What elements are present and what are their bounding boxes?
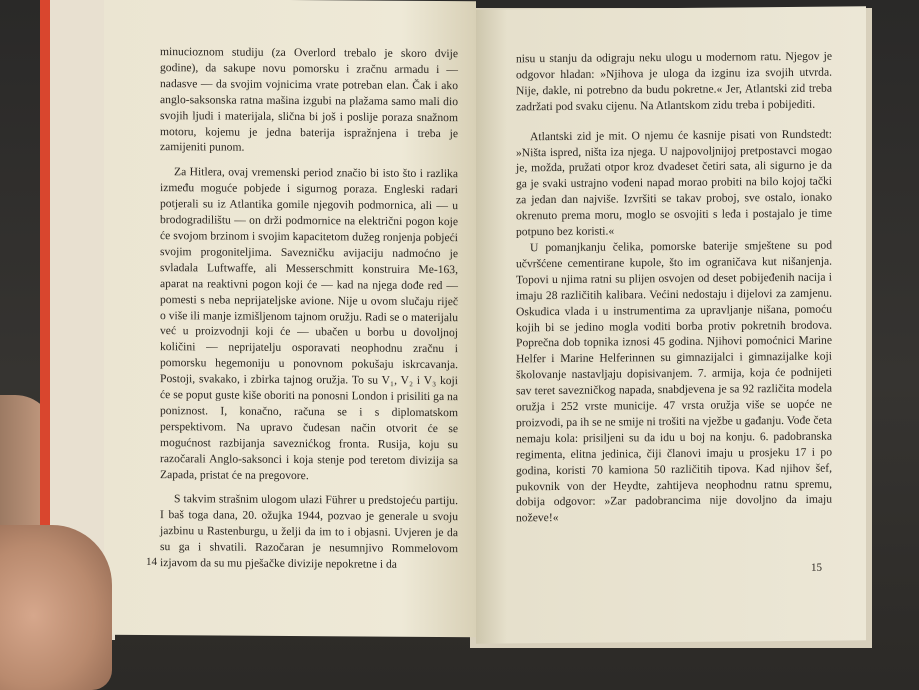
right-paragraph-2: Atlantski zid je mit. O njemu će kasnije pisati von Rundstedt: »Ništa ispred, ništa iza njega. U najpovoljnijoj pretpostavci mogao je, možda, pružati otpor kroz dvadeset četiri sata, ali sigurno je da ga je svaki ustrajno vođeni napad morao probiti na bilo kojoj tački za jedan dan najviše. Izvršiti se takav proboj, sve ostalo, ionako okrenuto prema moru, moglo se osvojiti s leđa i postajalo je time potpuno bez koristi.«	[516, 127, 832, 239]
left-page	[104, 0, 476, 637]
left-paragraph-3: S takvim strašnim ulogom ulazi Führer u predstojeću partiju. I baš toga dana, 20. ožujka 1944, pozvao je generale u svoju jazbinu u Rastenburgu, u želji da im to i objasni. Uvjeren je da su ga i shvatili. Razočaran je nesumnjivo Rommelovom izjavom da su mu pješačke divizije nepokretne i da	[160, 492, 458, 571]
page-number-left: 14	[146, 556, 157, 569]
right-paragraph-3: U pomanjkanju čelika, pomorske baterije smještene su pod učvršćene cementirane kupole, što im ograničava kut nišanjenja. Topovi u njima ratni su plijen osvojen od deset pobijeđenih nacija i imaju 28 različitih kalibara. Većini nedostaju i dijelovi za zamjenu. Oskudica vlada i u instrumentima za upravljanje nišana, pomoću kojih bi se jedino mogla voditi borba protiv pokretnih brodova. Poprečna dob topnika iznosi 45 godina. Njihovi pomoćnici Marine Helfer i Marine Helferinnen su gimnazijalci i gimnazijalke koji školovanje nastavljaju dopisivanjem. 7. armija, koja će podnijeti sav teret savezničkog napada, snabdjevena je sa 92 različita modela oružja i 252 vrste municije. 47 vrsta oružja više se uopće ne proizvodi, pa ih se ne smije ni trošiti na vježbe u gađanju. Vođe četa nemaju kola: prisiljeni su da idu u boj na konju. 6. padobranska regimenta, elitna jedinica, čiji članovi imaju u prosjeku 17 i po godina, koristi 70 kamiona 50 različitih tipova. Kad njihov šef, pukovnik von der Heydte, zahtijeva neophodnu ratnu spremu, dobija odgovor: »Zar padobrancima nije dovoljno da imaju noževe!«	[516, 238, 832, 525]
right-page	[476, 6, 866, 643]
right-paragraph-1: nisu u stanju da odigraju neku ulogu u modernom ratu. Njegov je odgovor hladan: »Njihova je uloga da izginu iza svojih utvrda. Nije, dakle, ni potrebno da budu pokretne.« Jer, Atlantski zid treba zadržati pod svaku cijenu. Na Atlantskom zidu treba i pobijediti.	[516, 49, 832, 114]
page-number-right: 15	[811, 561, 822, 574]
left-paragraph-2: Za Hitlera, ovaj vremenski period značio bi isto što i razlika između moguće pobjede i sigurnog poraza. Engleski radari potjerali su iz Atlantika gomile njegovih podmornica, ali — u brodogradilištu — on drži podmornice na električni pogon koje će svojom brzinom i svojim kapacitetom dužeg ronjenja pobjeći svojim progoniteljima. Savezničku avijaciju nadmoćno je svladala Luftwaffe, ali Messerschmitt konstruira Me-163, aparat na reaktivni pogon koji će — kad na njega dođe red — pomesti s neba neprijateljske avione. Nije u ovom slučaju riječ o više ili manje izmišljenom tajnom oružju. Radi se o materijalu već u proizvodnji koji će — ubačen u borbu u dovoljnoj količini — neprijatelju osporavati neophodnu zračnu i pomorsku hegemoniju u ponovnom pokušaju iskrcavanja. Postoji, svakako, i zbirka tajnog oružja. To su V₁, V₂ i V₃ koji će se poput guste kiše oboriti na ponosni London i prisiliti ga na poniznost. I, konačno, računa se i s diplomatskom perspektivom. Na upravo čudesan način otvorit će se mogućnost razbijanja saveznićkog fronta. Rusija, koju su razočarali Anglo-saksonci i koja stenje pod teretom divizija sa Zapada, pristat će na pregovore.	[160, 165, 458, 482]
left-paragraph-1: minucioznom studiju (za Overlord trebalo je skoro dvije godine), da sakupe novu pomorsku i zračnu armadu i — nadasve — da svojim vojnicima vrate potreban elan. Čak i ako anglo-saksonska ratna mašina izgubi na plažama samo mali dio svojih ljudi i materijala, slična bi još i poslije poraza snažnom motoru, kojemu je jedna baterija ispražnjena i treba je zamijeniti punom.	[160, 45, 458, 155]
thumb	[0, 525, 112, 690]
